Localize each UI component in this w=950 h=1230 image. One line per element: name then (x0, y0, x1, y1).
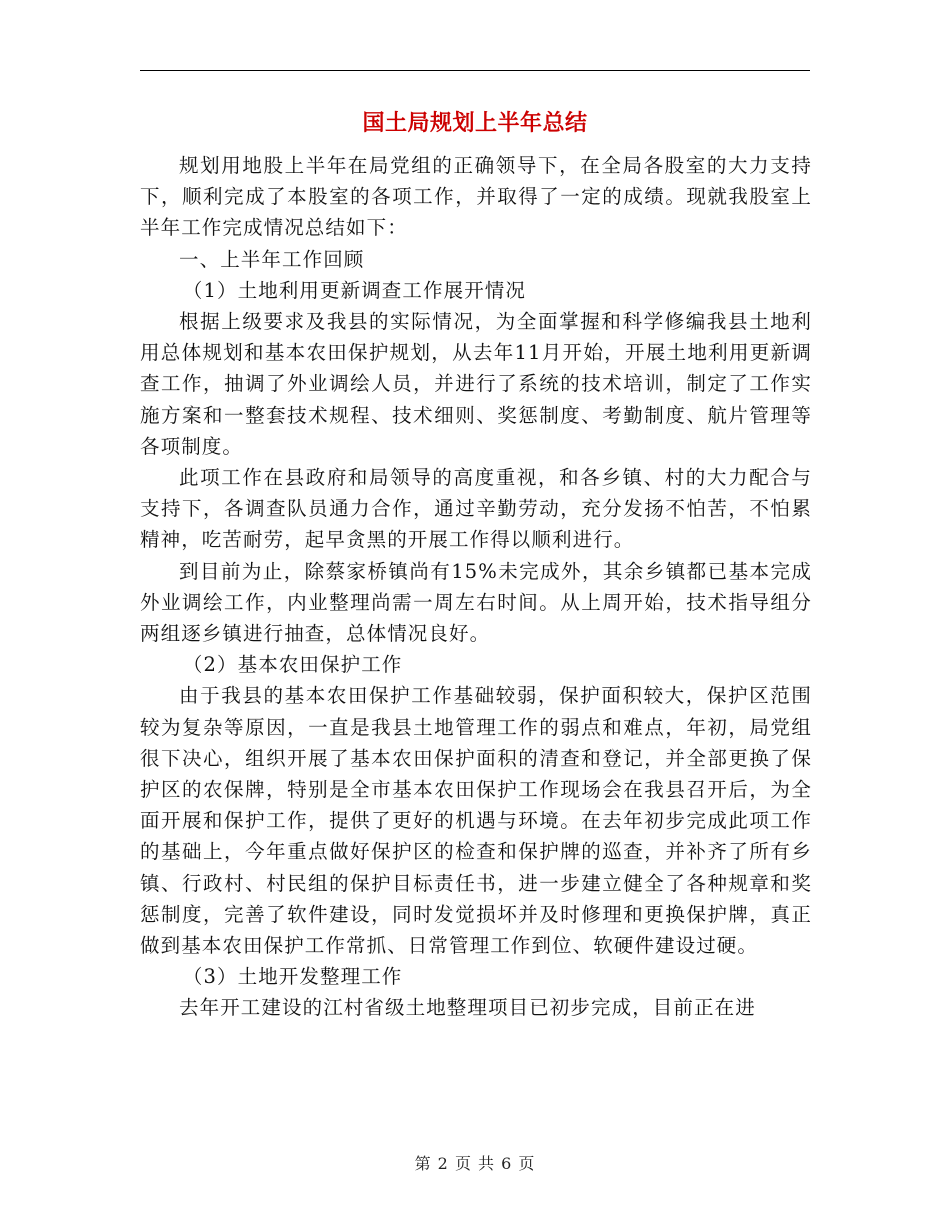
subheading-land-development: （3）土地开发整理工作 (182, 965, 403, 989)
page-footer: 第 2 页 共 6 页 (414, 1154, 536, 1173)
section-heading-review: 一、上半年工作回顾 (179, 247, 365, 271)
subheading-farmland-protection: （2）基本农田保护工作 (182, 653, 403, 677)
document-title: 国土局规划上半年总结 (362, 111, 588, 136)
paragraph-land-development: 去年开工建设的江村省级土地整理项目已初步完成，目前正在进 (179, 996, 756, 1020)
intro-paragraph: 规划用地股上半年在局党组的正确领导下，在全局各股室的大力支持下，顺利完成了本股室的各项工作，并取得了一定的成绩。现就我股室上半年工作完成情况总结如下： (140, 154, 812, 240)
header-rule (140, 70, 810, 71)
subheading-land-survey: （1）土地利用更新调查工作展开情况 (182, 278, 526, 302)
paragraph-land-survey-1: 根据上级要求及我县的实际情况，为全面掌握和科学修编我县土地利用总体规划和基本农田保护规划，从去年11月开始，开展土地利用更新调查工作，抽调了外业调绘人员，并进行了系统的技术培训，制定了工作实施方案和一整套技术规程、技术细则、奖惩制度、考勤制度、航片管理等各项制度。 (140, 310, 812, 458)
paragraph-farmland-protection: 由于我县的基本农田保护工作基础较弱，保护面积较大，保护区范围较为复杂等原因，一直是我县土地管理工作的弱点和难点，年初，局党组很下决心，组织开展了基本农田保护面积的清查和登记，并全部更换了保护区的农保牌，特别是全市基本农田保护工作现场会在我县召开后，为全面开展和保护工作，提供了更好的机遇与环境。在去年初步完成此项工作的基础上，今年重点做好保护区的检查和保护牌的巡查，并补齐了所有乡镇、行政村、村民组的保护目标责任书，进一步建立健全了各种规章和奖惩制度，完善了软件建设，同时发觉损坏并及时修理和更换保护牌，真正做到基本农田保护工作常抓、日常管理工作到位、软硬件建设过硬。 (140, 684, 812, 958)
document-body (140, 150, 812, 1024)
paragraph-land-survey-3: 到目前为止，除蔡家桥镇尚有15%未完成外，其余乡镇都已基本完成外业调绘工作，内业整理尚需一周左右时间。从上周开始，技术指导组分两组逐乡镇进行抽查，总体情况良好。 (140, 559, 812, 646)
paragraph-land-survey-2: 此项工作在县政府和局领导的高度重视，和各乡镇、村的大力配合与支持下，各调查队员通力合作，通过辛勤劳动，充分发扬不怕苦，不怕累精神，吃苦耐劳，起早贪黑的开展工作得以顺利进行。 (140, 466, 812, 552)
